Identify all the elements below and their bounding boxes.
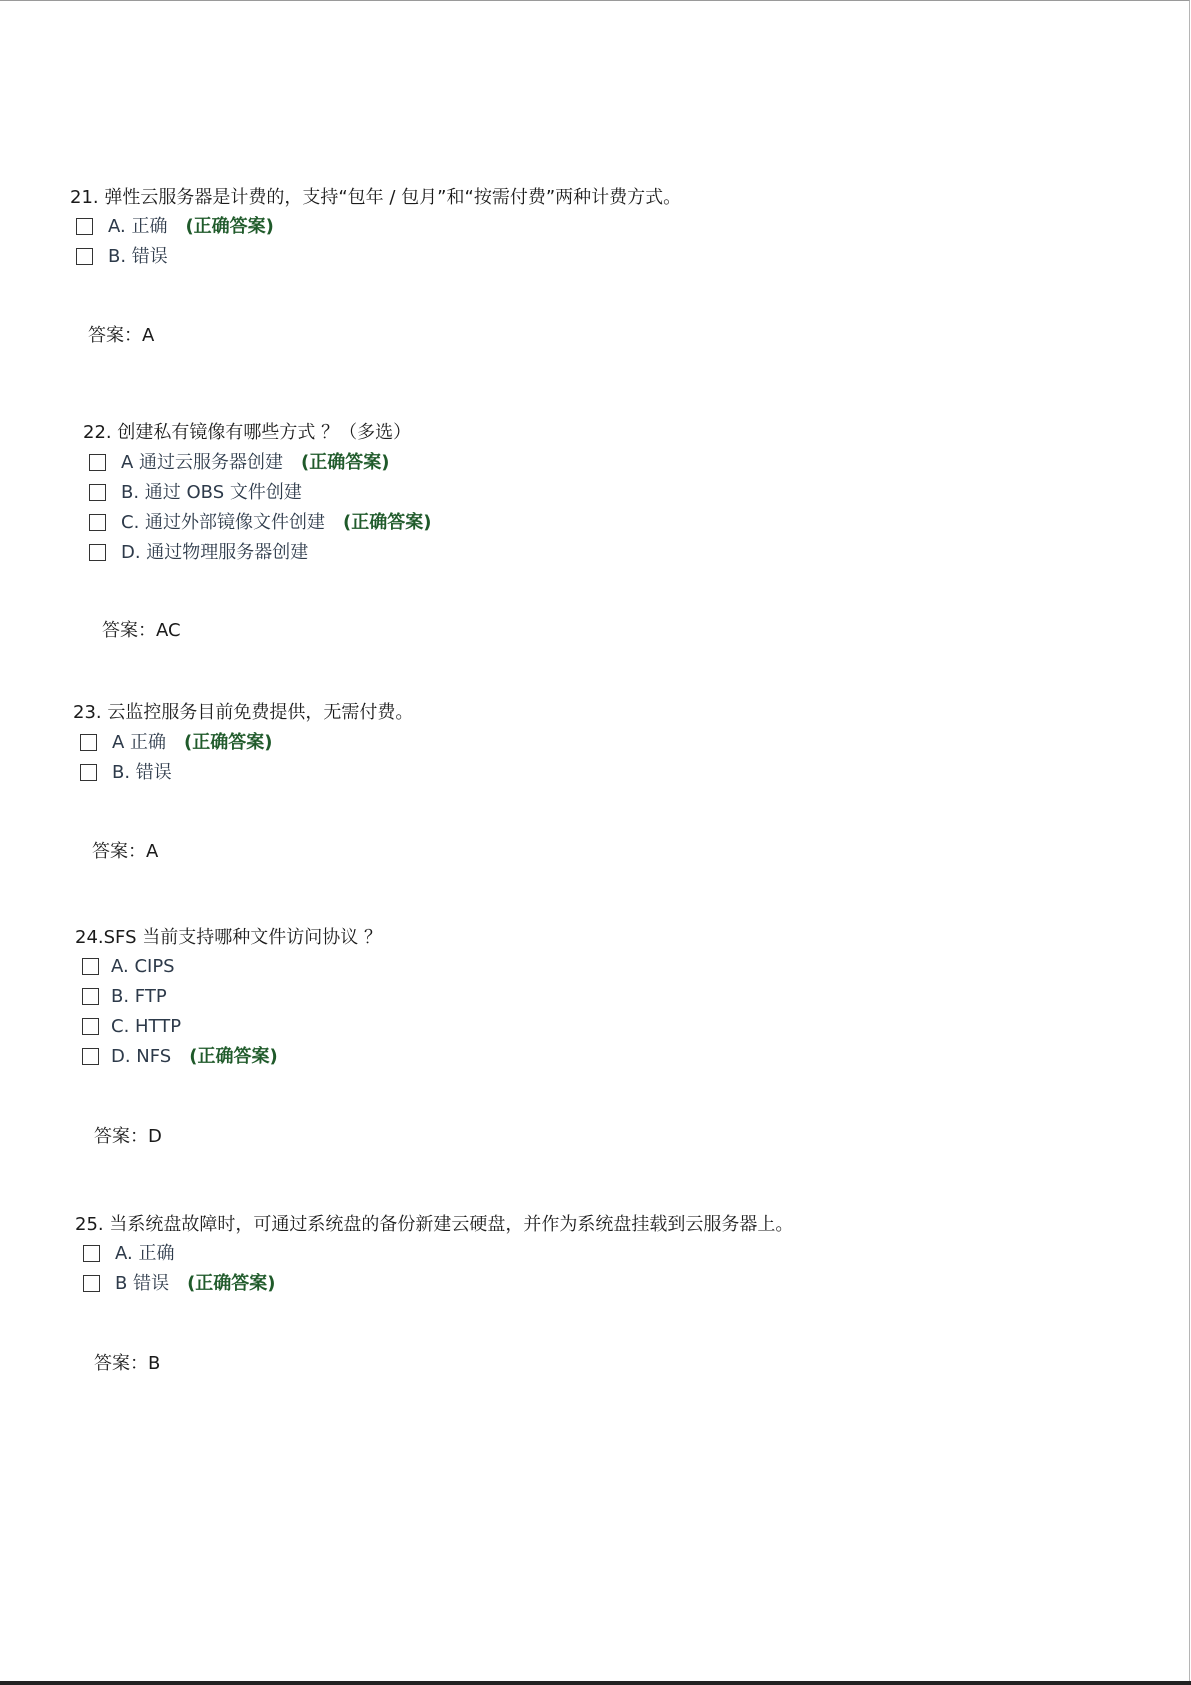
checkbox[interactable] <box>83 1245 100 1262</box>
option-c[interactable] <box>89 512 432 535</box>
option-label: B. 通过 OBS 文件创建 <box>121 482 302 503</box>
option-label: A 通过云服务器创建 <box>121 452 284 473</box>
option-d[interactable] <box>82 1047 389 1069</box>
question-stem: 24.SFS 当前支持哪种文件访问协议 ？ <box>75 927 382 948</box>
option-label: A 正确 <box>112 732 167 753</box>
question-stem: 22. 创建私有镜像有哪些方式 ？（多选） <box>83 422 412 443</box>
option-b[interactable] <box>80 763 420 785</box>
question-21 <box>70 188 681 269</box>
question-stem: 25. 当系统盘故障时，可通过系统盘的备份新建云硬盘，并作为系统盘挂载到云服务器上。 <box>75 1214 794 1235</box>
option-b[interactable] <box>82 987 389 1009</box>
checkbox[interactable] <box>83 1275 100 1292</box>
question-25 <box>75 1215 793 1296</box>
correct-answer-mark: (正确答案) <box>301 452 390 473</box>
question-23 <box>73 703 413 785</box>
option-label: B 错误 <box>115 1273 170 1294</box>
option-a[interactable] <box>76 217 687 239</box>
checkbox[interactable] <box>82 1048 99 1065</box>
checkbox[interactable] <box>82 1018 99 1035</box>
option-c[interactable] <box>82 1017 389 1039</box>
option-a[interactable] <box>80 733 420 755</box>
option-label: B. FTP <box>111 986 167 1007</box>
checkbox[interactable] <box>89 454 106 471</box>
checkbox[interactable] <box>80 734 97 751</box>
answer-25: 答案：B <box>94 1353 161 1374</box>
option-label: C. 通过外部镜像文件创建 <box>121 512 326 533</box>
checkbox[interactable] <box>89 484 106 501</box>
answer-22: 答案：AC <box>102 620 181 641</box>
option-label: D. NFS <box>111 1046 172 1067</box>
option-a[interactable] <box>89 453 417 475</box>
option-b[interactable] <box>83 1274 801 1296</box>
checkbox[interactable] <box>89 544 106 561</box>
bottom-rule <box>0 1681 1191 1685</box>
option-a[interactable] <box>83 1244 801 1266</box>
question-24 <box>75 928 382 1069</box>
correct-answer-mark: (正确答案) <box>343 512 432 533</box>
correct-answer-mark: (正确答案) <box>185 216 274 237</box>
checkbox[interactable] <box>82 988 99 1005</box>
answer-21: 答案：A <box>88 325 155 346</box>
checkbox[interactable] <box>80 764 97 781</box>
option-d[interactable] <box>89 543 417 565</box>
option-label: A. CIPS <box>111 956 175 977</box>
answer-23: 答案：A <box>92 841 159 862</box>
option-label: B. 错误 <box>112 762 172 783</box>
option-label: B. 错误 <box>108 246 168 267</box>
option-b[interactable] <box>89 483 417 505</box>
checkbox[interactable] <box>89 514 106 531</box>
question-stem: 21. 弹性云服务器是计费的，支持“包年 / 包月”和“按需付费”两种计费方式。 <box>70 187 682 208</box>
checkbox[interactable] <box>82 958 99 975</box>
option-label: D. 通过物理服务器创建 <box>121 542 309 563</box>
option-label: C. HTTP <box>111 1016 182 1037</box>
checkbox[interactable] <box>76 218 93 235</box>
question-stem: 23. 云监控服务目前免费提供，无需付费。 <box>73 702 414 723</box>
question-22 <box>83 422 432 565</box>
option-b[interactable] <box>76 247 687 269</box>
option-a[interactable] <box>82 957 389 979</box>
answer-24: 答案：D <box>94 1126 162 1147</box>
option-label: A. 正确 <box>108 216 168 237</box>
correct-answer-mark: (正确答案) <box>189 1046 278 1067</box>
correct-answer-mark: (正确答案) <box>187 1273 276 1294</box>
option-label: A. 正确 <box>115 1243 175 1264</box>
correct-answer-mark: (正确答案) <box>184 732 273 753</box>
checkbox[interactable] <box>76 248 93 265</box>
